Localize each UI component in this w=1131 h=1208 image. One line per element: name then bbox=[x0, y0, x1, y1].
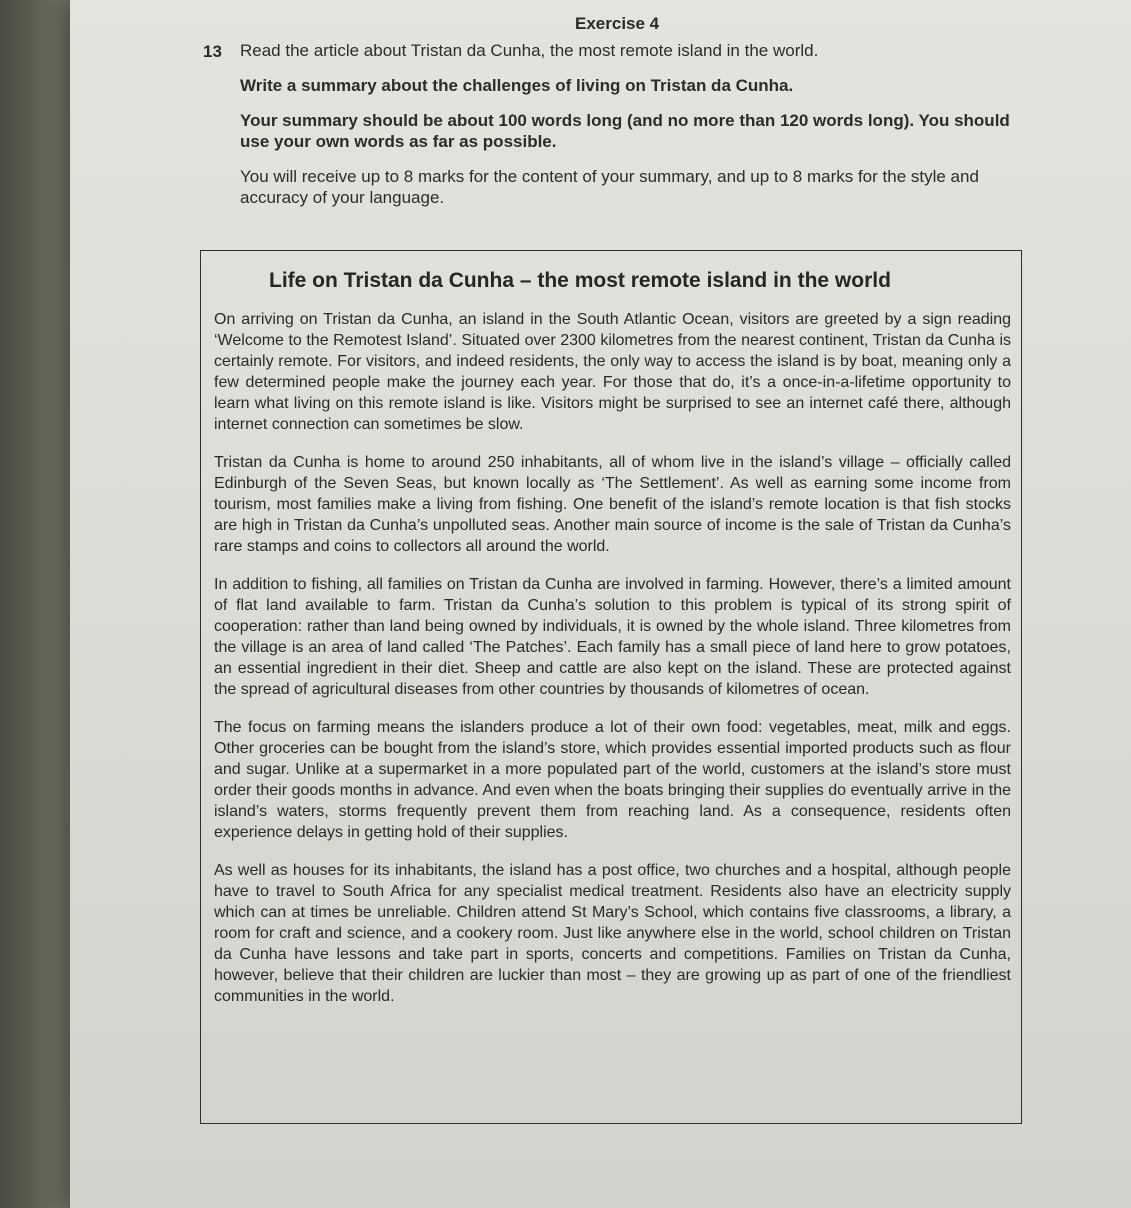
question-instructions bbox=[240, 40, 1040, 222]
article-paragraph: In addition to fishing, all families on Tristan da Cunha are involved in farming. However, there’s a limited amount of flat land available to farm. Tristan da Cunha’s solution to this problem is typical of its strong spirit of cooperation: rather than land being owned by individuals, it is owned by the whole island. Three kilometres from the village is an area of land called ‘The Patches’. Each family has a small piece of land here to grow potatoes, an essential ingredient in their diet. Sheep and cattle are also kept on the island. These are protected against the spread of agricultural diseases from other countries by thousands of kilometres of ocean. bbox=[214, 576, 1011, 698]
article-paragraph: Tristan da Cunha is home to around 250 inhabitants, all of whom live in the island’s village – officially called Edinburgh of the Seven Seas, but known locally as ‘The Settlement’. As well as earning some income from tourism, most families make a living from fishing. One benefit of the island’s remote location is that fish stocks are high in Tristan da Cunha’s unpolluted seas. Another main source of income is the sale of Tristan da Cunha’s rare stamps and coins to collectors all around the world. bbox=[214, 454, 1011, 555]
article-paragraph: The focus on farming means the islanders produce a lot of their own food: vegetables, meat, milk and eggs. Other groceries can be bought from the island’s store, which provides essential imported products such as flour and sugar. Unlike at a supermarket in a more populated part of the world, customers at the island’s store must order their goods months in advance. And even when the boats bringing their supplies do eventually arrive in the island’s waters, storms frequently prevent them from reaching land. As a consequence, residents often experience delays in getting hold of their supplies. bbox=[214, 719, 1011, 841]
question-prompt: Read the article about Tristan da Cunha, the most remote island in the world. bbox=[240, 41, 819, 60]
article-paragraph: On arriving on Tristan da Cunha, an island in the South Atlantic Ocean, visitors are greeted by a sign reading ‘Welcome to the Remotest Island’. Situated over 2300 kilometres from the nearest continent, Tristan da Cunha is certainly remote. For visitors, and indeed residents, the only way to access the island is by boat, meaning only a few determined people make the journey each year. For those that do, it’s a once-in-a-lifetime opportunity to learn what living on this remote island is like. Visitors might be surprised to see an internet café there, although internet connection can sometimes be slow. bbox=[214, 311, 1011, 433]
question-marks: You will receive up to 8 marks for the content of your summary, and up to 8 marks for the style and accuracy of your language. bbox=[240, 167, 979, 207]
article-body bbox=[214, 309, 1011, 1007]
question-number: 13 bbox=[203, 42, 222, 61]
question-length-rule: Your summary should be about 100 words long (and no more than 120 words long). You should use your own words as far as possible. bbox=[240, 111, 1010, 151]
exercise-heading: Exercise 4 bbox=[575, 14, 660, 33]
worksheet-page bbox=[70, 0, 1131, 1208]
article-title: Life on Tristan da Cunha – the most remote island in the world bbox=[269, 269, 891, 292]
question-task: Write a summary about the challenges of living on Tristan da Cunha. bbox=[240, 76, 794, 95]
article-paragraph: As well as houses for its inhabitants, the island has a post office, two churches and a hospital, although people have to travel to South Africa for any specialist medical treatment. Residents also have an electricity supply which can at times be unreliable. Children attend St Mary’s School, which contains five classrooms, a library, a room for craft and science, and a cookery room. Just like anywhere else in the world, school children on Tristan da Cunha have lessons and take part in sports, concerts and competitions. Families on Tristan da Cunha, however, believe that their children are luckier than most – they are growing up as part of one of the friendliest communities in the world. bbox=[214, 862, 1011, 1005]
article-box bbox=[200, 250, 1022, 1124]
